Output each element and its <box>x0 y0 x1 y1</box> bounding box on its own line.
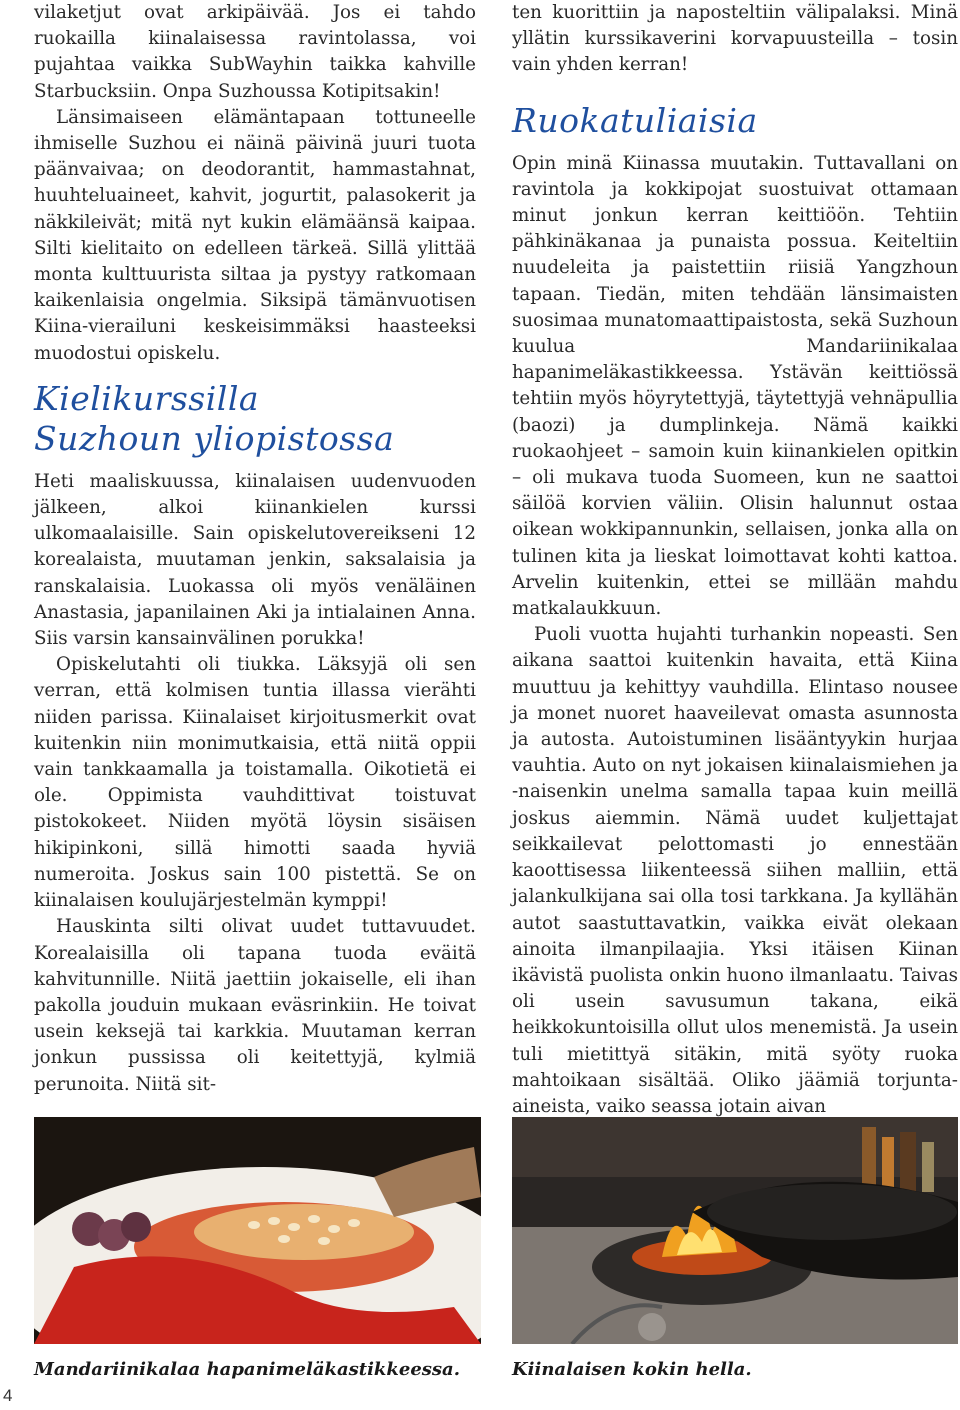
paragraph: Puoli vuotta hujahti turhankin nopeasti. Sen aikana saattoi kuitenkin havaita, että Kiina muuttuu ja kehittyy vauhdilla. Elintaso nousee ja monet nuoret haaveilevat omasta asunnosta ja autosta. Autoistuminen lisääntyykin hurjaa vauhtia. Auto on nyt jokaisen kiinalaismiehen ja -naisenkin unelma samalla tapaa kuin meillä joskus aiemmin. Nämä uudet kuljettajat seikkailevat pelottomasti jo ennestään kaoottisessa liikenteessä siihen malliin, että jalankulkijana sai olla tosi tarkkana. Ja kyllähän autot saastuttavatkin, vaikka eivät olekaan ainoita ilmanpilaajia. Yksi itäisen Kiinan ikävistä puolista onkin huono ilmanlaatu. Taivas oli usein savusumun takana, eikä heikkokuntoisilla ollut ulos menemistä. Ja usein tuli mietittyä sitäkin, mitä syöty ruoka mahtoikaan sisältää. Oliko jäämiä torjunta-aineista, vaiko seassa jotain aivan <box>512 624 958 1117</box>
page-number: 4 <box>3 1386 13 1405</box>
heading-line: Suzhoun yliopistossa <box>34 418 395 458</box>
photo-caption: Mandariinikalaa hapanimeläkastikkeessa. <box>34 1359 460 1380</box>
paragraph: vilaketjut ovat arkipäivää. Jos ei tahdo ruokailla kiinalaisessa ravintolassa, voi pujahtaa vaikka SubWayhin taikka kahville Starbucksiin. Onpa Suzhoussa Kotipitsakin! <box>34 2 476 102</box>
wok-stove-photo <box>512 1117 958 1344</box>
paragraph: Opin minä Kiinassa muutakin. Tuttavallani on ravintola ja kokkipojat suostuivat ottamaan minut jonkun kerran keittiöön. Tehtiin pähkinäkanaa ja punaista possua. Keiteltiin nuudeleita ja paistettiin riisiä Yangzhoun tapaan. Tiedän, miten tehdään länsimaisten suosimaa munatomaattipaistosta, sekä Suzhoun kuulua Mandariinikalaa hapanimeläkastikkeessa. Ystävän keittiössä tehtiin myös höyrytettyjä, täytettyjä vehnäpullia (baozi) ja dumplinkeja. Nämä kaikki ruokaohjeet – samoin kuin kiinankielen opitkin – oli mukava tuoda Suomeen, kun ne saattoi säilöä korvien väliin. Olisin halunnut ostaa oikean wokkipannunkin, sellaisen, jonka alla on tulinen kita ja lieskat loimottavat kohti kattoa. Arvelin kuitenkin, ettei se millään mahdu matkalaukkuun. <box>512 152 958 620</box>
paragraph: Heti maaliskuussa, kiinalaisen uudenvuoden jälkeen, alkoi kiinankielen kurssi ulkomaalaisille. Sain opiskelutovereikseni 12 korealaista, muutaman jenkin, saksalaisia ja ranskalaisia. Luokassa oli myös venäläinen Anastasia, japanilainen Aki ja intialainen Anna. Siis varsin kansainvälinen porukka! <box>34 470 476 650</box>
section-heading <box>34 379 476 459</box>
fish-dish-photo <box>34 1117 481 1344</box>
heading-line: Kielikurssilla <box>34 378 260 418</box>
paragraph: Länsimaiseen elämäntapaan tottuneelle ihmiselle Suzhou ei näinä päivinä juuri tuota päänvaivaa; on deodorantit, hammastahnat, huuhteluaineet, kahvit, jogurtit, palasokerit ja näkkileivät; mitä nyt kukin elämäänsä kaipaa. Silti kielitaito on edelleen tärkeä. Sillä ylittää monta kulttuurista siltaa ja pystyy ratkomaan kaikenlaisia ongelmia. Siksipä tämänvuotisen Kiina-vierailuni keskeisimmäksi haasteeksi muodostui opiskelu. <box>34 106 476 364</box>
left-column <box>34 0 476 1098</box>
photo-caption: Kiinalaisen kokin hella. <box>512 1359 752 1380</box>
paragraph: ten kuorittiin ja naposteltiin välipalaksi. Minä yllätin kurssikaverini korvapuusteilla – tosin vain yhden kerran! <box>512 2 958 76</box>
section-heading: Ruokatuliaisia <box>512 100 758 140</box>
paragraph: Opiskelutahti oli tiukka. Läksyjä oli sen verran, että kolmisen tuntia illassa vierähti niiden parissa. Kiinalaiset kirjoitusmerkit ovat kuitenkin niin monimutkaisia, että niitä oppii vain tankkaamalla ja toistamalla. Oikotietä ei ole. Oppimista vauhdittivat toistuvat pistokokeet. Niiden myötä löysin sisäisen hikipinkoni, sillä himotti saada hyviä numeroita. Joskus sain 100 pistettä. Se on kiinalaisen koulujärjestelmän kymppi! <box>34 654 476 912</box>
right-column <box>512 0 958 1120</box>
paragraph: Hauskinta silti olivat uudet tuttavuudet. Korealaisilla oli tapana tuoda eväitä kahvitunnille. Niitä jaettiin jokaiselle, eli ihan pakolla jouduin mukaan eväsrinkiin. He toivat usein keksejä tai karkkia. Muutaman kerran jonkun pussissa oli keitettyjä, kylmiä perunoita. Niitä sit- <box>34 916 476 1095</box>
